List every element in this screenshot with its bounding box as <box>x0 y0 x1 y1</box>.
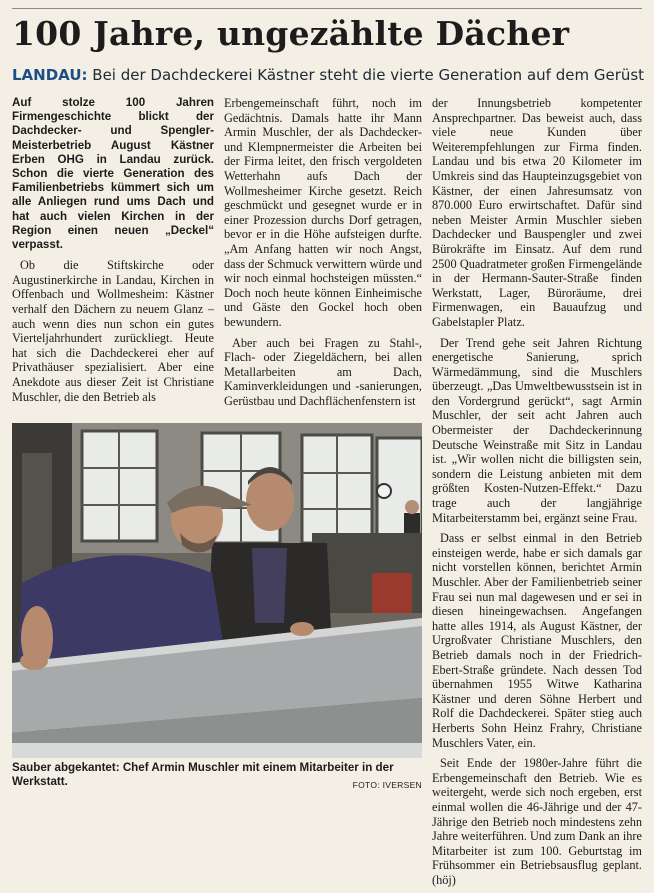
workshop-photo-illustration <box>12 423 422 758</box>
photo-credit: FOTO: IVERSEN <box>352 780 422 790</box>
column-1 <box>12 96 214 410</box>
para1-part-a: Ob die Stiftskirche oder Augustinerkirche in Landau, Kirchen in Offenbach und Wollmesheim: Kästner verhalf den Dächern zu neuem Glanz – auch wenn dies nun schon ein gutes Vierteljahrhundert zurückliegt. Heute hat sich die Dachdeckerei eher auf Privathäuser spezialisiert. Aber eine Anekdote aus dieser Zeit ist Christiane Muschler, die den Betrieb als <box>12 258 214 404</box>
para2-part-b: der Innungsbetrieb kompetenter Ansprechpartner. Das beweist auch, dass viele neue Kunden über Weiterempfehlungen zur Firma finden. Landau und bis etwa 20 Kilometer im Umkreis sind das Haupteinzugsgebiet von Kästner, der einen Jahresumsatz von 870.000 Euro erwirtschaftet. Dafür sind neben Meister Armin Muschler sieben Dachdecker und Bauspengler und zwei Bürokräfte im Einsatz. Auf dem rund 2500 Quadratmeter großen Firmengelände in der Hermann-Sauter-Straße finden Werkstatt, Lager, Büroräume, drei Firmenwagen, ein Bauaufzug und Gabelstapler Platz. <box>432 96 642 329</box>
column-2 <box>224 96 422 414</box>
caption-text: Sauber abgekantet: Chef Armin Muschler mit einem Mitarbeiter in der Werkstatt. <box>12 761 394 788</box>
dateline-location: LANDAU: <box>12 66 88 84</box>
lead-paragraph: Auf stolze 100 Jahren Firmengeschichte blickt der Dachdecker- und Spengler-Meisterbetrieb August Kästner Erben OHG in Landau zurück. Schon die vierte Generation des Familienbetriebs kümmert sich um alle Anliegen rund ums Dach und hat auch vielen Kirchen in der Region einen neuen „Deckel“ verpasst. <box>12 96 214 252</box>
para1-part-b: Erbengemeinschaft führt, noch im Gedächtnis. Damals hatte ihr Mann Armin Muschler, der als Dachdecker- und Klempnermeister die Arbeiten bei der Firma leitet, den frisch vergoldeten Wetterhahn aufs Dach der Wollmesheimer Kirche gesetzt. Reich geschmückt und gesegnet wurde er in einer Prozession durchs Dorf getragen, bevor er in die Höhe aufsteigen durfte. „Am Anfang hatten wir noch Angst, dass der Schmuck verwittern würde und wir noch einmal hochsteigen müssten.“ Doch noch heute können Einheimische und Gäste den Gockel hoch oben bewundern. <box>224 96 422 329</box>
body-paragraph-5: Seit Ende der 1980er-Jahre führt die Erbengemeinschaft den Betrieb. Wie es weitergeht, werde sich noch ergeben, erst einmal wollen die 46-Jährige und der 47-Jährige den Betrieb noch mindestens zehn Jahre weiterführen. Und zum Dank an ihre Mitarbeiter ist zum 100. Geburtstag im Frühsommer ein Betriebsausflug geplant. (höj) <box>432 756 642 887</box>
body-paragraph-2-cont <box>432 96 642 330</box>
para2-part-a: Aber auch bei Fragen zu Stahl-, Flach- oder Ziegeldächern, bei allen Metallarbeiten am Dach, Kaminverkleidungen und -sanierungen, Gerüstbau und Dachflächenfenstern ist <box>224 335 422 408</box>
body-paragraph-3: Der Trend gehe seit Jahren Richtung energetische Sanierung, sprich Wärmedämmung, sind die Muschlers überzeugt. „Das Umweltbewusstsein ist in den Vordergrund gerückt“, sagt Armin Muschler, der seit acht Jahren auch Obermeister der Dachdeckerinnung Deutsche Weinstraße mit Sitz in Landau ist. „Wir wollen nicht die billigsten sein, sondern die Leistung anbieten mit dem größten Kosten-Nutzen-Effekt.“ Dazu trage auch der langjährige Mitarbeiterstamm bei, ergänzt seine Frau. <box>432 335 642 525</box>
subheadline-text: Bei der Dachdeckerei Kästner steht die vierte Generation auf dem Gerüst <box>92 66 645 84</box>
top-rule <box>12 8 642 9</box>
subheadline <box>12 65 648 85</box>
body-paragraph-1 <box>12 258 214 404</box>
headline: 100 Jahre, ungezählte Dächer <box>12 14 570 53</box>
body-paragraph-2 <box>224 336 422 409</box>
photo-caption <box>12 761 422 792</box>
body-paragraph-4: Dass er selbst einmal in den Betrieb einsteigen werde, habe er sich damals gar nicht vorstellen können, berichtet Armin Muschler. Aber der Familienbetrieb seiner Frau sei nun mal dagewesen und er sei in diesen hineingewachsen. Angefangen hatte alles 1914, als August Kästner, der Urgroßvater Christiane Muschlers, den Betrieb damals noch in der Friedrich-Ebert-Straße gründete. Nach dessen Tod übernahmen 1955 Witwe Katharina Kästner und deren Söhne Herbert und Rolf die Dachdeckerei. Später stieg auch Herberts Sohn Heinz Frahry, Christiane Muschlers Vater, ein. <box>432 531 642 750</box>
column-3 <box>432 96 642 893</box>
body-paragraph-1-cont <box>224 96 422 330</box>
workshop-photo <box>12 423 422 758</box>
